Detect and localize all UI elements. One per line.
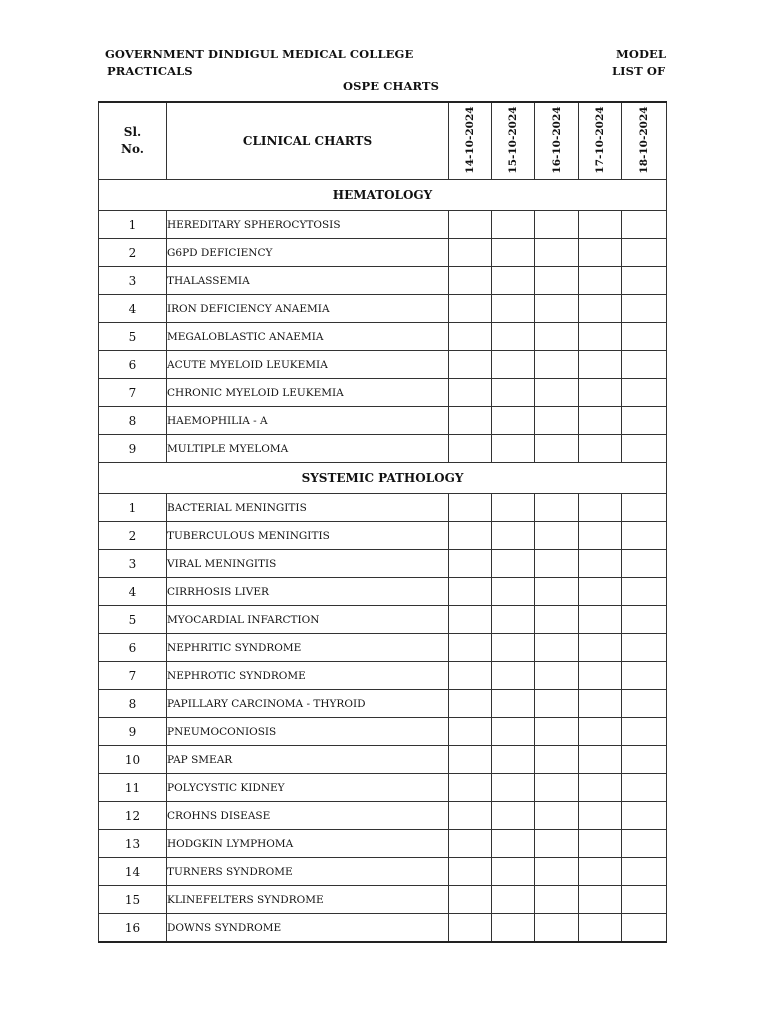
date-cell bbox=[535, 550, 579, 578]
row-number: 9 bbox=[99, 435, 167, 463]
date-cell bbox=[535, 746, 579, 774]
chart-name: BACTERIAL MENINGITIS bbox=[167, 494, 449, 522]
date-cell bbox=[579, 634, 622, 662]
section-row bbox=[99, 463, 667, 494]
chart-name: CROHNS DISEASE bbox=[167, 802, 449, 830]
row-number: 5 bbox=[99, 606, 167, 634]
date-label: 17-10-2024 bbox=[594, 106, 606, 174]
table-row bbox=[99, 323, 667, 351]
table-row bbox=[99, 718, 667, 746]
chart-name: THALASSEMIA bbox=[167, 267, 449, 295]
date-cell bbox=[579, 802, 622, 830]
date-cell bbox=[579, 351, 622, 379]
date-cell bbox=[449, 267, 492, 295]
date-cell bbox=[622, 239, 667, 267]
chart-name: MYOCARDIAL INFARCTION bbox=[167, 606, 449, 634]
section-title: HEMATOLOGY bbox=[99, 180, 667, 211]
date-cell bbox=[449, 239, 492, 267]
date-cell bbox=[492, 690, 535, 718]
sl-label: Sl. bbox=[123, 125, 142, 139]
row-number: 9 bbox=[99, 718, 167, 746]
date-cell bbox=[535, 886, 579, 914]
date-cell bbox=[492, 606, 535, 634]
table-row bbox=[99, 550, 667, 578]
model-label: MODEL bbox=[616, 47, 667, 61]
date-cell bbox=[535, 914, 579, 943]
date-cell bbox=[579, 295, 622, 323]
table-row bbox=[99, 379, 667, 407]
chart-name: NEPHROTIC SYNDROME bbox=[167, 662, 449, 690]
date-cell bbox=[449, 522, 492, 550]
date-cell bbox=[449, 830, 492, 858]
date-cell bbox=[492, 662, 535, 690]
row-number: 15 bbox=[99, 886, 167, 914]
date-cell bbox=[622, 494, 667, 522]
table-row bbox=[99, 690, 667, 718]
date-label: 14-10-2024 bbox=[464, 106, 476, 174]
row-number: 16 bbox=[99, 914, 167, 943]
row-number: 1 bbox=[99, 211, 167, 239]
date-cell bbox=[622, 211, 667, 239]
date-cell bbox=[535, 407, 579, 435]
date-cell bbox=[622, 606, 667, 634]
list-of-label: LIST OF bbox=[612, 64, 666, 78]
date-cell bbox=[449, 858, 492, 886]
date-cell bbox=[622, 718, 667, 746]
date-cell bbox=[622, 379, 667, 407]
date-cell bbox=[449, 211, 492, 239]
date-cell bbox=[492, 323, 535, 351]
date-cell bbox=[449, 295, 492, 323]
date-cell bbox=[579, 323, 622, 351]
date-cell bbox=[622, 550, 667, 578]
date-cell bbox=[535, 690, 579, 718]
date-cell bbox=[449, 802, 492, 830]
date-cell bbox=[622, 690, 667, 718]
row-number: 11 bbox=[99, 774, 167, 802]
chart-name: G6PD DEFICIENCY bbox=[167, 239, 449, 267]
date-cell bbox=[535, 435, 579, 463]
date-cell bbox=[622, 578, 667, 606]
chart-name: ACUTE MYELOID LEUKEMIA bbox=[167, 351, 449, 379]
date-cell bbox=[579, 914, 622, 943]
date-cell bbox=[492, 774, 535, 802]
date-cell bbox=[492, 746, 535, 774]
chart-name: HODGKIN LYMPHOMA bbox=[167, 830, 449, 858]
chart-name: HEREDITARY SPHEROCYTOSIS bbox=[167, 211, 449, 239]
date-cell bbox=[449, 914, 492, 943]
date-cell bbox=[579, 690, 622, 718]
date-cell bbox=[492, 886, 535, 914]
chart-name: PNEUMOCONIOSIS bbox=[167, 718, 449, 746]
date-cell bbox=[579, 662, 622, 690]
date-cell bbox=[622, 634, 667, 662]
date-cell bbox=[622, 830, 667, 858]
chart-name: CIRRHOSIS LIVER bbox=[167, 578, 449, 606]
chart-name: IRON DEFICIENCY ANAEMIA bbox=[167, 295, 449, 323]
date-cell bbox=[622, 407, 667, 435]
date-cell bbox=[622, 323, 667, 351]
date-label: 15-10-2024 bbox=[507, 106, 519, 174]
chart-name: PAP SMEAR bbox=[167, 746, 449, 774]
date-cell bbox=[492, 239, 535, 267]
date-cell bbox=[535, 323, 579, 351]
row-number: 10 bbox=[99, 746, 167, 774]
table-row bbox=[99, 858, 667, 886]
date-cell bbox=[622, 435, 667, 463]
date-cell bbox=[622, 802, 667, 830]
date-cell bbox=[579, 407, 622, 435]
table-row bbox=[99, 802, 667, 830]
row-number: 13 bbox=[99, 830, 167, 858]
table-row bbox=[99, 211, 667, 239]
date-cell bbox=[492, 634, 535, 662]
date-cell bbox=[579, 886, 622, 914]
date-cell bbox=[622, 746, 667, 774]
chart-name: DOWNS SYNDROME bbox=[167, 914, 449, 943]
chart-name: VIRAL MENINGITIS bbox=[167, 550, 449, 578]
chart-name: HAEMOPHILIA - A bbox=[167, 407, 449, 435]
date-cell bbox=[579, 267, 622, 295]
date-cell bbox=[449, 634, 492, 662]
date-cell bbox=[535, 379, 579, 407]
date-cell bbox=[492, 267, 535, 295]
date-cell bbox=[622, 351, 667, 379]
date-cell bbox=[579, 239, 622, 267]
clinical-charts-header: CLINICAL CHARTS bbox=[167, 102, 449, 180]
row-number: 4 bbox=[99, 295, 167, 323]
date-cell bbox=[535, 606, 579, 634]
table-row bbox=[99, 239, 667, 267]
date-label: 16-10-2024 bbox=[550, 106, 563, 174]
date-cell bbox=[535, 267, 579, 295]
date-cell bbox=[492, 718, 535, 746]
date-header bbox=[492, 102, 535, 180]
date-cell bbox=[535, 211, 579, 239]
table-row bbox=[99, 267, 667, 295]
table-row bbox=[99, 295, 667, 323]
date-cell bbox=[492, 802, 535, 830]
section-title: SYSTEMIC PATHOLOGY bbox=[99, 463, 667, 494]
date-cell bbox=[449, 351, 492, 379]
date-cell bbox=[535, 578, 579, 606]
date-cell bbox=[535, 295, 579, 323]
date-cell bbox=[535, 351, 579, 379]
date-cell bbox=[449, 718, 492, 746]
table-row bbox=[99, 886, 667, 914]
chart-name: KLINEFELTERS SYNDROME bbox=[167, 886, 449, 914]
date-cell bbox=[535, 858, 579, 886]
table-row bbox=[99, 662, 667, 690]
ospe-charts-table bbox=[98, 101, 667, 943]
row-number: 12 bbox=[99, 802, 167, 830]
date-cell bbox=[579, 578, 622, 606]
date-cell bbox=[535, 718, 579, 746]
table-row bbox=[99, 746, 667, 774]
page-subtitle: OSPE CHARTS bbox=[343, 79, 439, 93]
date-cell bbox=[492, 830, 535, 858]
date-cell bbox=[535, 522, 579, 550]
date-cell bbox=[449, 606, 492, 634]
row-number: 8 bbox=[99, 407, 167, 435]
date-cell bbox=[449, 494, 492, 522]
row-number: 6 bbox=[99, 634, 167, 662]
row-number: 8 bbox=[99, 690, 167, 718]
chart-name: PAPILLARY CARCINOMA - THYROID bbox=[167, 690, 449, 718]
table-row bbox=[99, 634, 667, 662]
date-cell bbox=[622, 295, 667, 323]
row-number: 2 bbox=[99, 522, 167, 550]
date-cell bbox=[535, 774, 579, 802]
date-cell bbox=[492, 435, 535, 463]
date-cell bbox=[449, 774, 492, 802]
date-cell bbox=[449, 550, 492, 578]
date-header bbox=[579, 102, 622, 180]
date-cell bbox=[579, 774, 622, 802]
chart-name: TURNERS SYNDROME bbox=[167, 858, 449, 886]
date-cell bbox=[449, 407, 492, 435]
row-number: 7 bbox=[99, 379, 167, 407]
date-cell bbox=[622, 522, 667, 550]
date-header bbox=[622, 102, 667, 180]
chart-name: POLYCYSTIC KIDNEY bbox=[167, 774, 449, 802]
date-cell bbox=[492, 578, 535, 606]
date-cell bbox=[579, 858, 622, 886]
table-row bbox=[99, 494, 667, 522]
date-cell bbox=[622, 858, 667, 886]
date-cell bbox=[579, 435, 622, 463]
row-number: 3 bbox=[99, 267, 167, 295]
row-number: 5 bbox=[99, 323, 167, 351]
date-cell bbox=[579, 494, 622, 522]
table-row bbox=[99, 435, 667, 463]
date-cell bbox=[449, 379, 492, 407]
date-cell bbox=[579, 211, 622, 239]
date-cell bbox=[579, 830, 622, 858]
date-cell bbox=[535, 662, 579, 690]
chart-name: TUBERCULOUS MENINGITIS bbox=[167, 522, 449, 550]
date-cell bbox=[492, 379, 535, 407]
row-number: 4 bbox=[99, 578, 167, 606]
table-row bbox=[99, 522, 667, 550]
table-row bbox=[99, 774, 667, 802]
section-row bbox=[99, 180, 667, 211]
table-row bbox=[99, 351, 667, 379]
no-label: No. bbox=[121, 142, 144, 156]
date-cell bbox=[579, 379, 622, 407]
date-cell bbox=[579, 522, 622, 550]
chart-name: CHRONIC MYELOID LEUKEMIA bbox=[167, 379, 449, 407]
date-cell bbox=[492, 494, 535, 522]
table-row bbox=[99, 914, 667, 943]
date-cell bbox=[535, 802, 579, 830]
date-cell bbox=[622, 774, 667, 802]
date-cell bbox=[579, 550, 622, 578]
table-row bbox=[99, 830, 667, 858]
chart-name: MULTIPLE MYELOMA bbox=[167, 435, 449, 463]
date-cell bbox=[535, 494, 579, 522]
date-cell bbox=[579, 746, 622, 774]
table-header-row bbox=[99, 102, 667, 180]
date-cell bbox=[492, 858, 535, 886]
date-cell bbox=[492, 522, 535, 550]
date-cell bbox=[622, 267, 667, 295]
date-cell bbox=[535, 239, 579, 267]
date-cell bbox=[579, 606, 622, 634]
date-cell bbox=[449, 578, 492, 606]
row-number: 2 bbox=[99, 239, 167, 267]
date-label: 18-10-2024 bbox=[638, 106, 650, 174]
date-header bbox=[449, 102, 492, 180]
date-cell bbox=[622, 662, 667, 690]
date-cell bbox=[579, 718, 622, 746]
date-cell bbox=[622, 914, 667, 943]
row-number: 3 bbox=[99, 550, 167, 578]
table-row bbox=[99, 578, 667, 606]
date-cell bbox=[449, 662, 492, 690]
date-cell bbox=[492, 351, 535, 379]
college-name: GOVERNMENT DINDIGUL MEDICAL COLLEGE bbox=[105, 47, 414, 61]
table-row bbox=[99, 606, 667, 634]
date-cell bbox=[622, 886, 667, 914]
practicals-label: PRACTICALS bbox=[107, 64, 193, 78]
date-cell bbox=[449, 746, 492, 774]
date-cell bbox=[492, 407, 535, 435]
date-cell bbox=[492, 211, 535, 239]
date-cell bbox=[535, 634, 579, 662]
date-cell bbox=[449, 323, 492, 351]
date-cell bbox=[449, 435, 492, 463]
date-cell bbox=[492, 914, 535, 943]
date-cell bbox=[535, 830, 579, 858]
date-cell bbox=[492, 295, 535, 323]
date-cell bbox=[449, 690, 492, 718]
row-number: 1 bbox=[99, 494, 167, 522]
row-number: 6 bbox=[99, 351, 167, 379]
row-number: 7 bbox=[99, 662, 167, 690]
table-row bbox=[99, 407, 667, 435]
chart-name: NEPHRITIC SYNDROME bbox=[167, 634, 449, 662]
date-cell bbox=[492, 550, 535, 578]
row-number: 14 bbox=[99, 858, 167, 886]
sl-no-header bbox=[99, 102, 167, 180]
chart-name: MEGALOBLASTIC ANAEMIA bbox=[167, 323, 449, 351]
date-cell bbox=[449, 886, 492, 914]
date-header bbox=[535, 102, 579, 180]
